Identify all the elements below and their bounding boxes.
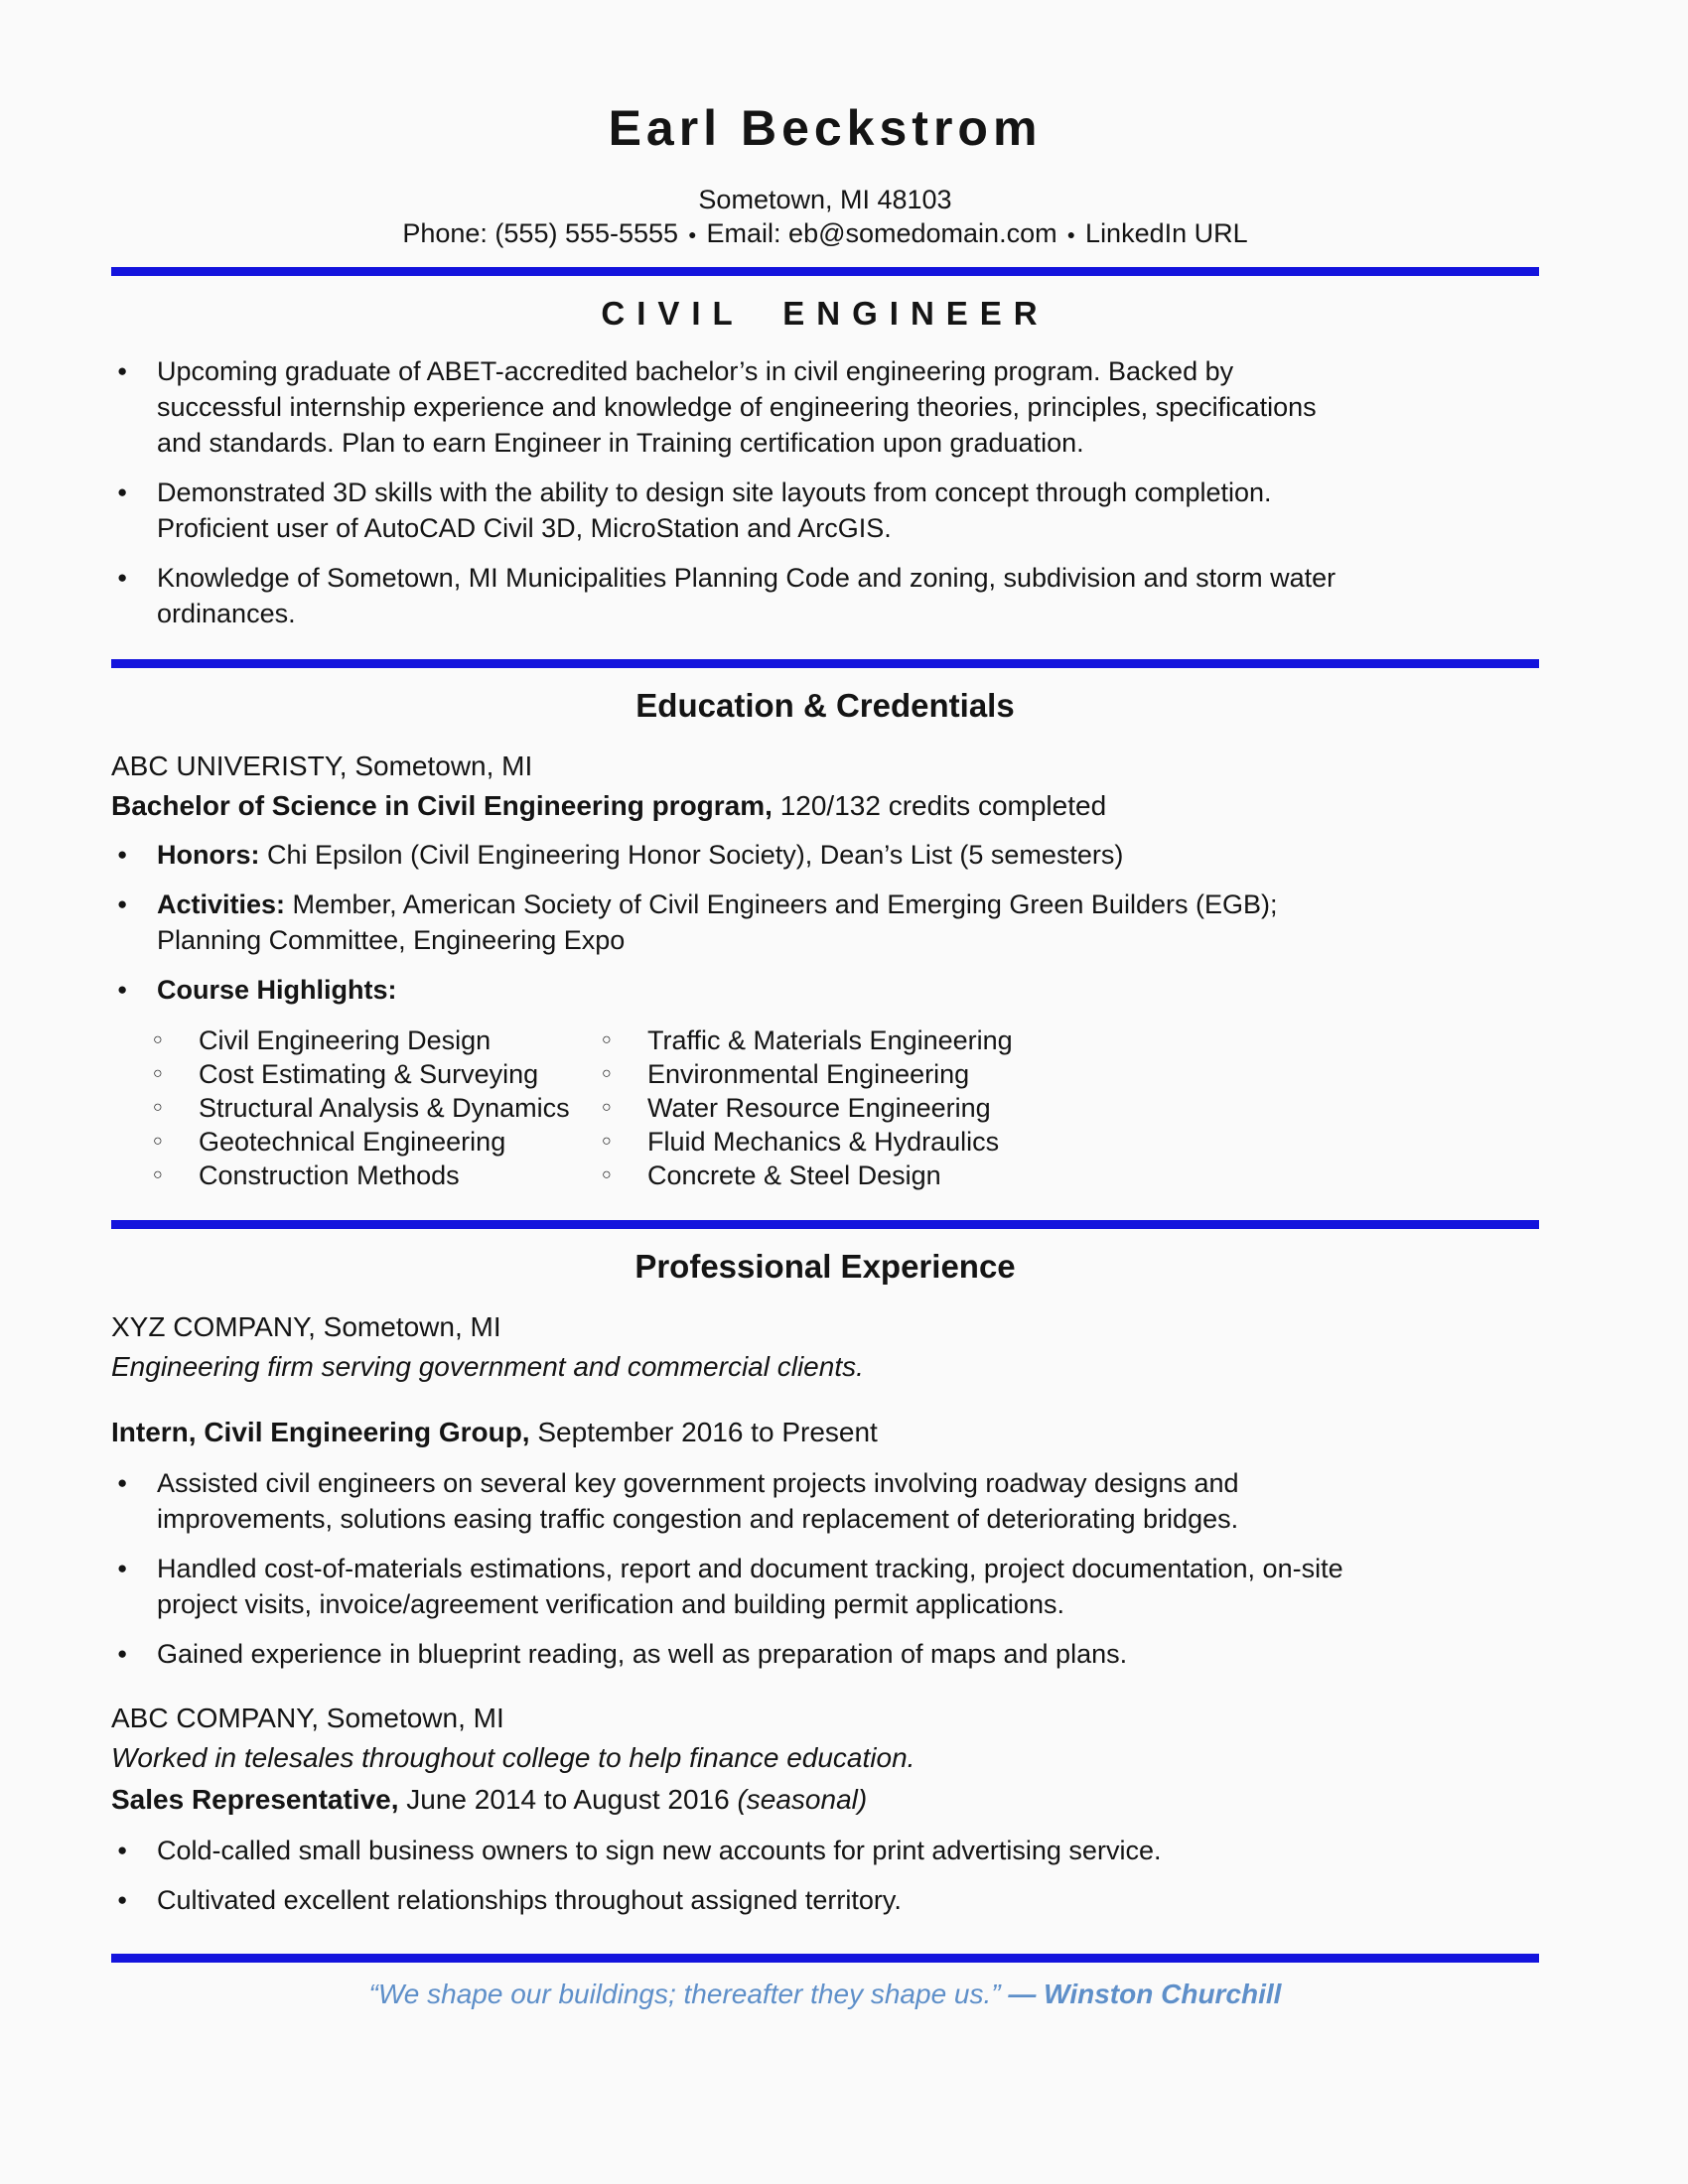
honors-value: Chi Epsilon (Civil Engineering Honor Society), Dean’s List (5 semesters) [259, 840, 1124, 870]
bullet-icon: ● [117, 482, 128, 501]
honors-label: Honors: [157, 840, 260, 870]
sub-bullet-icon: ○ [153, 1133, 163, 1150]
bullet-icon: ● [117, 1473, 128, 1492]
course-item [596, 1024, 1539, 1057]
dot-separator-icon: ● [688, 226, 697, 242]
sub-bullet-icon: ○ [602, 1065, 612, 1082]
course-item [596, 1057, 1539, 1091]
summary-item [111, 353, 1539, 461]
summary-text: Upcoming graduate of ABET-accredited bachelor’s in civil engineering program. Backed by successful internship experience and knowledge of engineering theories, principles, specifications and standards. Plan to earn Engineer in Training certification upon graduation. [157, 356, 1317, 458]
contact-line [111, 216, 1539, 251]
course-text: Geotechnical Engineering [199, 1127, 506, 1157]
education-degree [111, 789, 1539, 823]
footer-quote [111, 1977, 1539, 2012]
bullet-icon: ● [117, 1890, 128, 1909]
summary-item [111, 475, 1539, 546]
sub-bullet-icon: ○ [602, 1031, 612, 1048]
course-text: Cost Estimating & Surveying [199, 1059, 539, 1089]
section-heading-education: Education & Credentials [635, 687, 1015, 724]
education-list [111, 837, 1539, 1008]
divider-rule [111, 1954, 1539, 1963]
sub-bullet-icon: ○ [602, 1099, 612, 1116]
activities-label: Activities: [157, 889, 286, 919]
quote-text: “We shape our buildings; thereafter they shape us.” [368, 1979, 1009, 2009]
sub-bullet-icon: ○ [602, 1166, 612, 1183]
honors-text [157, 837, 1358, 873]
job-bullet [111, 1551, 1539, 1622]
section-heading-experience: Professional Experience [634, 1248, 1016, 1285]
job-title-note: (seasonal) [737, 1784, 868, 1815]
course-text: Water Resource Engineering [647, 1093, 991, 1123]
job-title [111, 1416, 1539, 1449]
course-column-right [596, 1024, 1539, 1192]
job-title [111, 1783, 1539, 1817]
honors-item [111, 837, 1539, 873]
course-column-left [147, 1024, 596, 1192]
job-tagline: Engineering firm serving government and commercial clients. [111, 1351, 864, 1382]
bullet-icon: ● [117, 361, 128, 380]
course-text: Traffic & Materials Engineering [647, 1025, 1013, 1055]
job-title-bold: Sales Representative, [111, 1784, 399, 1815]
divider-rule [111, 1220, 1539, 1229]
course-highlights-label: Course Highlights: [157, 975, 397, 1005]
job-company: XYZ COMPANY, Sometown, MI [111, 1311, 501, 1342]
bullet-icon: ● [117, 1841, 128, 1859]
course-item [147, 1091, 596, 1125]
job-title-dates: September 2016 to Present [529, 1417, 878, 1447]
summary-list [111, 353, 1539, 631]
divider-rule [111, 267, 1539, 276]
dot-separator-icon: ● [1066, 226, 1076, 242]
job-bullet [111, 1882, 1539, 1918]
job-bullet [111, 1833, 1539, 1868]
education-school: ABC UNIVERISTY, Sometown, MI [111, 751, 533, 781]
course-text: Civil Engineering Design [199, 1025, 492, 1055]
divider-rule [111, 659, 1539, 668]
sub-bullet-icon: ○ [153, 1099, 163, 1116]
candidate-name: Earl Beckstrom [608, 100, 1043, 156]
course-item [596, 1159, 1539, 1192]
bullet-icon: ● [117, 894, 128, 913]
job-bullet-list [111, 1465, 1539, 1672]
degree-credits: 120/132 credits completed [772, 790, 1107, 821]
course-item [596, 1091, 1539, 1125]
bullet-icon: ● [117, 980, 128, 999]
sub-bullet-icon: ○ [153, 1031, 163, 1048]
course-text: Fluid Mechanics & Hydraulics [647, 1127, 1000, 1157]
bullet-icon: ● [117, 845, 128, 864]
activities-value: Member, American Society of Civil Engineers and Emerging Green Builders (EGB); Planning Committee, Engineering Expo [157, 889, 1278, 955]
job-company: ABC COMPANY, Sometown, MI [111, 1703, 504, 1733]
bullet-icon: ● [117, 1644, 128, 1663]
course-columns [111, 1024, 1539, 1192]
activities-text [157, 887, 1358, 958]
course-text: Structural Analysis & Dynamics [199, 1093, 570, 1123]
job-bullet-text: Cultivated excellent relationships throughout assigned territory. [157, 1885, 902, 1915]
job-bullet [111, 1465, 1539, 1537]
job-title-dates: June 2014 to August 2016 [398, 1784, 738, 1815]
course-item [147, 1159, 596, 1192]
course-highlights-item [111, 972, 1539, 1008]
contact-email: Email: eb@somedomain.com [706, 218, 1057, 248]
bullet-icon: ● [117, 1559, 128, 1577]
job-bullet-text: Gained experience in blueprint reading, as well as preparation of maps and plans. [157, 1639, 1128, 1669]
job-bullet-list [111, 1833, 1539, 1918]
job-tagline: Worked in telesales throughout college to help finance education. [111, 1742, 915, 1773]
degree-name: Bachelor of Science in Civil Engineering program, [111, 790, 773, 821]
sub-bullet-icon: ○ [153, 1065, 163, 1082]
course-item [596, 1125, 1539, 1159]
job-bullet-text: Cold-called small business owners to sign new accounts for print advertising service. [157, 1836, 1162, 1865]
job-bullet-text: Handled cost-of-materials estimations, report and document tracking, project documentation, on-site project visits, invoice/agreement verification and building permit applications. [157, 1554, 1343, 1619]
contact-linkedin: LinkedIn URL [1085, 218, 1248, 248]
course-text: Concrete & Steel Design [647, 1160, 941, 1190]
course-item [147, 1024, 596, 1057]
bullet-icon: ● [117, 568, 128, 587]
course-text: Construction Methods [199, 1160, 460, 1190]
job-bullet-text: Assisted civil engineers on several key government projects involving roadway designs and improvements, solutions easing traffic congestion and replacement of deteriorating bridges. [157, 1468, 1239, 1534]
job-bullet [111, 1636, 1539, 1672]
activities-item [111, 887, 1539, 958]
sub-bullet-icon: ○ [153, 1166, 163, 1183]
summary-item [111, 560, 1539, 631]
course-item [147, 1125, 596, 1159]
job-title-bold: Intern, Civil Engineering Group, [111, 1417, 530, 1447]
contact-phone: Phone: (555) 555-5555 [402, 218, 679, 248]
course-text: Environmental Engineering [647, 1059, 970, 1089]
sub-bullet-icon: ○ [602, 1133, 612, 1150]
summary-text: Knowledge of Sometown, MI Municipalities Planning Code and zoning, subdivision and storm water ordinances. [157, 563, 1336, 628]
quote-attribution: — Winston Churchill [1008, 1979, 1282, 2009]
summary-text: Demonstrated 3D skills with the ability to design site layouts from concept through completion. Proficient user of AutoCAD Civil 3D, MicroStation and ArcGIS. [157, 478, 1272, 543]
candidate-address: Sometown, MI 48103 [698, 185, 952, 214]
course-item [147, 1057, 596, 1091]
role-title: CIVIL ENGINEER [601, 295, 1050, 332]
